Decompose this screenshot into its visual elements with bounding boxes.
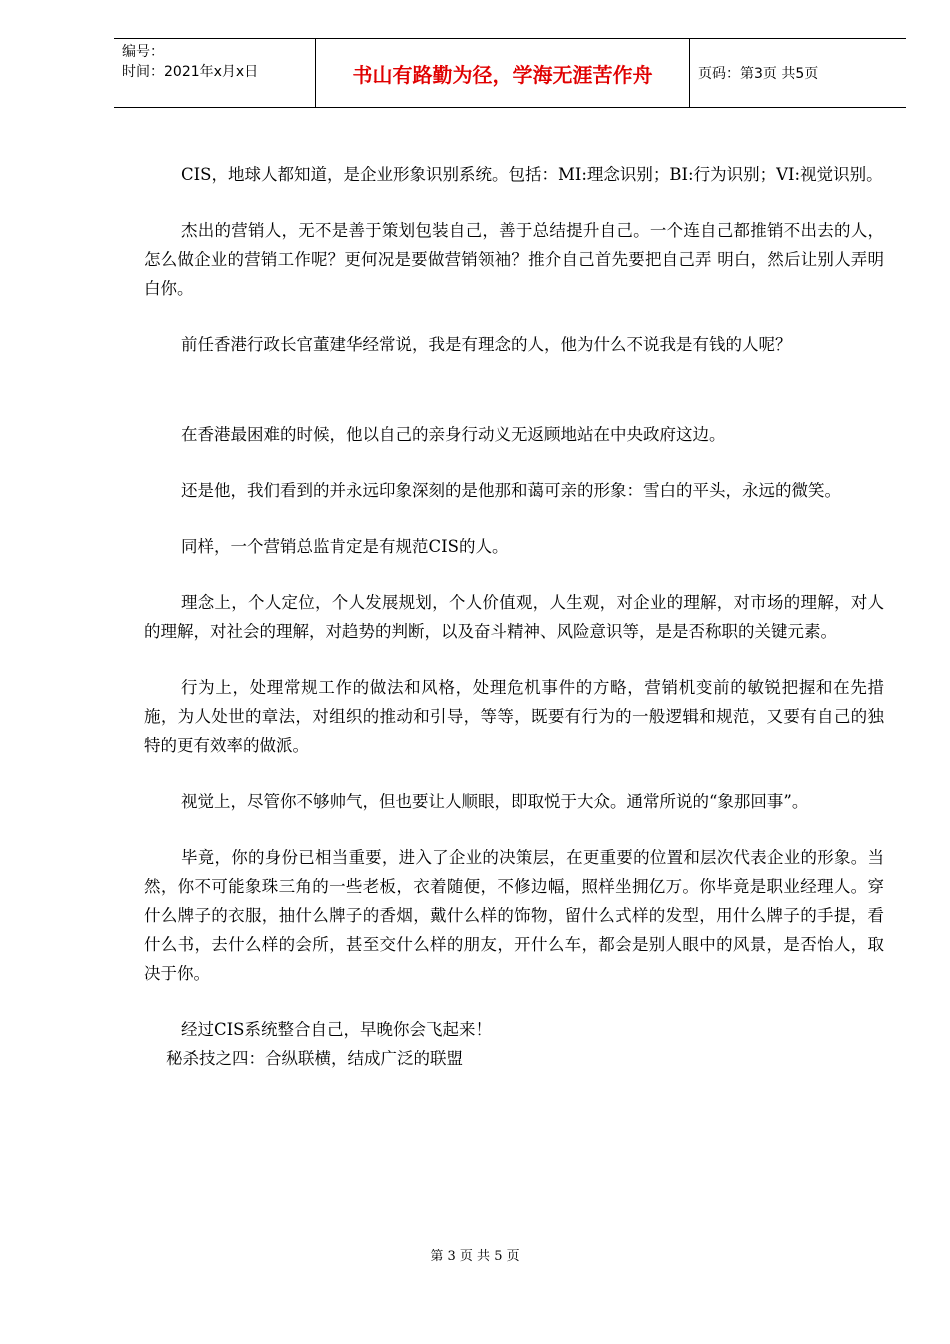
page-header	[114, 38, 906, 108]
header-meta	[122, 42, 258, 82]
document-number-label: 编号：	[122, 44, 164, 60]
paragraph-director-cis: 同样，一个营销总监肯定是有规范CIS的人。	[181, 537, 509, 556]
paragraph-concept: 理念上，个人定位，个人发展规划，个人价值观，人生观，对企业的理解，对市场的理解，对人的理解，对社会的理解，对趋势的判断，以及奋斗精神、风险意识等，是是否称职的关键元素。	[144, 593, 884, 641]
paragraph-marketer: 杰出的营销人，无不是善于策划包装自己，善于总结提升自己。一个连自己都推销不出去的人，怎么做企业的营销工作呢？更何况是要做营销领袖？推介自己首先要把自己弄 明白，然后让别人弄明白你。	[144, 221, 884, 298]
section-subheading: 秘杀技之四：合纵联横，结成广泛的联盟	[166, 1049, 463, 1068]
document-body	[144, 160, 884, 1073]
header-divider-right	[689, 38, 690, 108]
paragraph-cis-intro: CIS，地球人都知道，是企业形象识别系统。包括：MI:理念识别；BI:行为识别；VI:视觉识别。	[181, 165, 883, 184]
paragraph-tung-quote: 前任香港行政长官董建华经常说，我是有理念的人，他为什么不说我是有钱的人呢？	[181, 335, 792, 354]
paragraph-visual: 视觉上，尽管你不够帅气，但也要让人顺眼，即取悦于大众。通常所说的“象那回事”。	[181, 792, 809, 811]
paragraph-hong-kong: 在香港最困难的时候，他以自己的亲身行动义无返顾地站在中央政府这边。	[181, 425, 726, 444]
paragraph-image: 还是他，我们看到的并永远印象深刻的是他那和蔼可亲的形象：雪白的平头，永远的微笑。	[181, 481, 841, 500]
paragraph-status: 毕竟，你的身份已相当重要，进入了企业的决策层，在更重要的位置和层次代表企业的形象。当然，你不可能象珠三角的一些老板，衣着随便，不修边幅，照样坐拥亿万。你毕竟是职业经理人。穿什么牌子的衣服，抽什么牌子的香烟，戴什么样的饰物，留什么式样的发型，用什么牌子的手提，看什么书，去什么样的会所，甚至交什么样的朋友，开什么车，都会是别人眼中的风景，是否怡人，取决于你。	[144, 848, 884, 983]
page-footer: 第 3 页 共 5 页	[430, 1249, 520, 1264]
paragraph-behavior: 行为上，处理常规工作的做法和风格，处理危机事件的方略，营销机变前的敏锐把握和在先措施，为人处世的章法，对组织的推动和引导，等等，既要有行为的一般逻辑和规范，又要有自己的独特的更有效率的做派。	[144, 678, 884, 755]
paragraph-conclusion: 经过CIS系统整合自己，早晚你会飞起来！	[181, 1020, 492, 1039]
header-motto: 书山有路勤为径，学海无涯苦作舟	[352, 62, 653, 87]
header-page-info: 页码：第3页 共5页	[698, 66, 819, 82]
document-time-label: 时间：2021年x月x日	[122, 64, 259, 80]
